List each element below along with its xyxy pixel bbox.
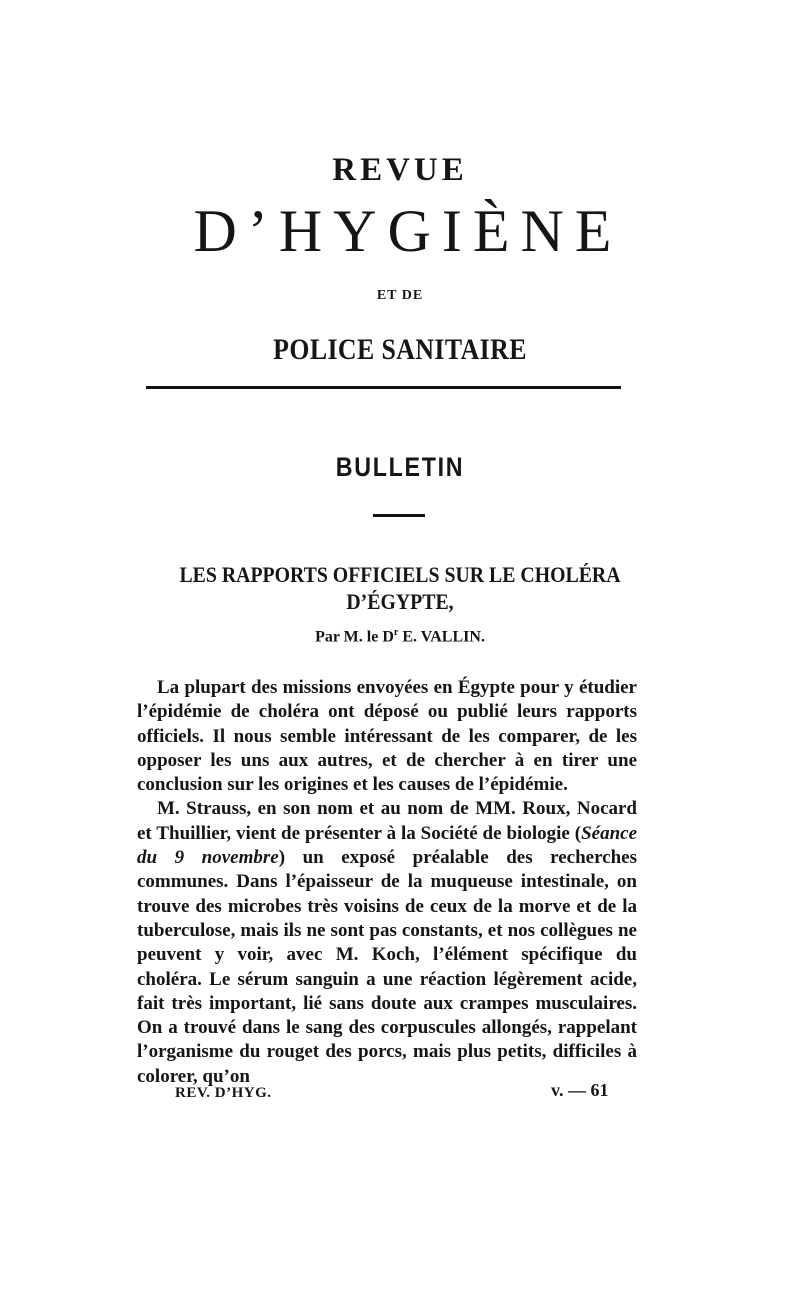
footer-journal-abbrev: REV. D’HYG.	[175, 1085, 272, 1101]
article-body	[137, 676, 637, 1089]
byline-sup: r	[393, 627, 399, 638]
paragraph-2-part-a: M. Strauss, en son nom et au nom de MM. Roux, Nocard et Thuillier, vient de présenter à la Société de biologie (	[137, 798, 637, 844]
paragraph-2-part-b: ) un exposé préalable des recherches communes. Dans l’épaisseur de la muqueuse intestinale, on trouve des microbes très voisins de ceux de la morve et de la tuberculose, mais ils ne sont pas constants, et nos collègues ne peuvent y voir, avec M. Koch, l’élément spécifique du choléra. Le sérum sanguin a une réaction légèrement acide, fait très important, lié sans doute aux crampes musculaires. On a trouvé dans le sang des corpuscules allongés, rappelant l’organisme du rouget des porcs, mais plus petits, difficiles à colorer, qu’on	[137, 847, 638, 1087]
byline-prefix: Par M. le D	[315, 628, 394, 646]
header-rule	[146, 386, 621, 389]
paragraph-1: La plupart des missions envoyées en Égypte pour y étudier l’épidémie de choléra ont déposé ou publié leurs rapports officiels. Il nous semble intéressant de les comparer, de les opposer les uns aux autres, et de chercher à en tirer une conclusion sur les origines et les causes de l’épidémie.	[137, 677, 637, 796]
journal-title-police-sanitaire: POLICE SANITAIRE	[273, 333, 527, 366]
byline-author: E. VALLIN.	[398, 628, 485, 646]
article-byline	[0, 627, 800, 646]
article-title-line-2: D’ÉGYPTE,	[346, 589, 454, 614]
journal-title-et-de: ET DE	[376, 288, 424, 303]
section-heading-bulletin: BULLETIN	[335, 452, 465, 482]
article-title	[40, 561, 760, 615]
journal-title-revue: REVUE	[332, 152, 468, 188]
journal-title-hygiene: D’HYGIÈNE	[193, 198, 623, 264]
paragraph-2-italic: Séance du 9 novembre	[137, 822, 637, 869]
section-rule	[373, 514, 425, 517]
paragraph-2	[137, 797, 637, 1089]
article-title-line-1: LES RAPPORTS OFFICIELS SUR LE CHOLÉRA	[179, 562, 621, 587]
footer-signature-mark: v. — 61	[551, 1080, 609, 1100]
